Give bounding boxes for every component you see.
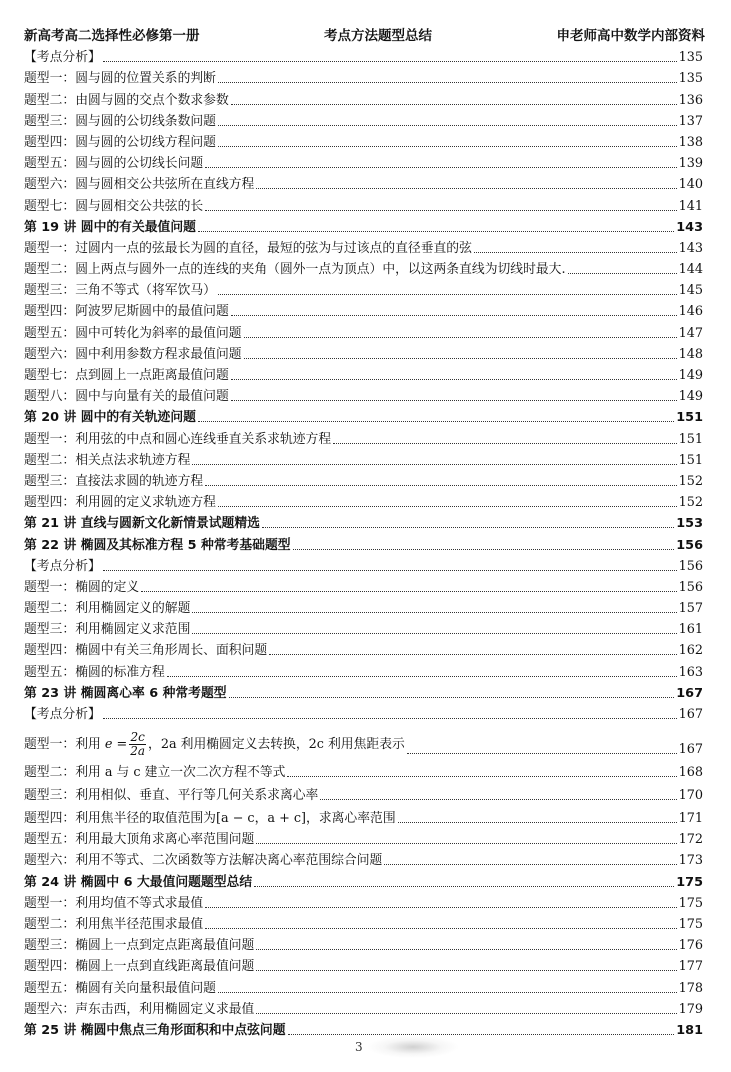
- dot-leader: [141, 590, 676, 592]
- toc-entry[interactable]: [24, 554, 703, 575]
- dot-leader: [256, 187, 676, 189]
- toc-page-number: 152: [678, 473, 703, 489]
- dot-leader: [384, 863, 676, 865]
- dot-leader: [288, 1033, 675, 1035]
- header-right-title: 申老师高中数学内部资料: [556, 28, 705, 44]
- toc-page-number: 175: [678, 916, 703, 932]
- dot-leader: [218, 124, 677, 126]
- toc-entry-title: 题型二：由圆与圆的交点个数求参数: [24, 92, 229, 108]
- header-left-title: 新高考高二选择性必修第一册: [24, 28, 200, 44]
- toc-page-number: 170: [678, 788, 703, 803]
- toc-entry[interactable]: [24, 781, 703, 804]
- toc-page-number: 171: [678, 811, 703, 826]
- page-header: [24, 22, 705, 46]
- toc-page-number: 147: [678, 325, 703, 341]
- toc-entry[interactable]: [24, 575, 703, 596]
- dot-leader: [192, 463, 676, 465]
- dot-leader: [205, 927, 676, 929]
- dot-leader: [293, 548, 675, 550]
- toc-entry-title: 题型四：椭圆中有关三角形周长、面积问题: [24, 643, 268, 659]
- toc-page-number: 167: [676, 685, 703, 701]
- toc-page-number: 141: [678, 198, 703, 214]
- toc-page-number: 172: [678, 832, 703, 848]
- toc-entry[interactable]: [24, 448, 703, 469]
- dot-leader: [218, 145, 677, 147]
- dot-leader: [198, 230, 674, 232]
- table-of-contents: [24, 45, 703, 1039]
- toc-entry[interactable]: [24, 363, 703, 384]
- toc-page-number: 179: [678, 1001, 703, 1017]
- toc-page-number: 167: [678, 707, 703, 722]
- toc-entry[interactable]: [24, 596, 703, 617]
- toc-page-number: 143: [678, 240, 703, 256]
- dot-leader: [320, 798, 676, 800]
- dot-leader: [218, 293, 677, 295]
- toc-entry-title: 题型四：利用焦半径的取值范围为[a − c，a + c]，求离心率范围: [24, 811, 396, 826]
- toc-entry-title: 题型四：阿波罗尼斯圆中的最值问题: [24, 304, 229, 320]
- toc-entry-title: 题型七：点到圆上一点距离最值问题: [24, 368, 229, 383]
- toc-entry-title: 题型二：利用焦半径范围求最值: [24, 916, 204, 932]
- toc-page-number: 151: [678, 431, 703, 447]
- toc-entry-title: 题型三：直接法求圆的轨迹方程: [24, 473, 204, 489]
- toc-page-number: 162: [678, 643, 703, 659]
- dot-leader: [254, 885, 674, 887]
- toc-entry-title: 题型五：利用最大顶角求离心率范围问题: [24, 832, 255, 848]
- formula-fraction: [129, 731, 146, 758]
- toc-entry[interactable]: [24, 659, 703, 680]
- toc-page-number: 149: [678, 368, 703, 383]
- toc-entry-title: 【考点分析】: [24, 50, 101, 66]
- toc-lecture-entry[interactable]: [24, 215, 703, 236]
- toc-page-number: 152: [678, 495, 703, 511]
- scan-smudge: [368, 1036, 458, 1058]
- toc-page-number: 148: [678, 346, 703, 362]
- toc-page-number: 175: [678, 895, 703, 911]
- toc-entry[interactable]: [24, 45, 703, 66]
- toc-page-number: 181: [676, 1022, 703, 1038]
- toc-entry-title: 题型六：圆中利用参数方程求最值问题: [24, 346, 242, 362]
- toc-entry[interactable]: [24, 342, 703, 363]
- toc-entry[interactable]: [24, 66, 703, 87]
- toc-entry[interactable]: [24, 320, 703, 341]
- toc-entry-title: 题型二：利用 a 与 c 建立一次二次方程不等式: [24, 765, 286, 780]
- toc-page-number: 135: [678, 71, 703, 87]
- toc-entry-title: 题型五：椭圆有关向量积最值问题: [24, 980, 216, 996]
- toc-page-number: 138: [678, 134, 703, 150]
- toc-page-number: 146: [678, 304, 703, 320]
- toc-entry[interactable]: [24, 891, 703, 912]
- toc-page-number: 151: [678, 452, 703, 468]
- fraction-numerator: 2c: [130, 730, 145, 744]
- toc-entry[interactable]: [24, 172, 703, 193]
- dot-leader: [256, 842, 676, 844]
- dot-leader: [103, 717, 677, 719]
- toc-entry[interactable]: [24, 130, 703, 151]
- toc-entry-title: 题型七：圆与圆相交公共弦的长: [24, 198, 204, 214]
- toc-entry-title: 题型三：利用相似、垂直、平行等几何关系求离心率: [24, 788, 319, 803]
- toc-entry[interactable]: [24, 617, 703, 638]
- toc-entry-title: 题型六：声东击西，利用椭圆定义求最值: [24, 1001, 255, 1017]
- toc-entry-title: 题型四：利用圆的定义求轨迹方程: [24, 495, 216, 511]
- toc-entry-title: 题型五：圆与圆的公切线长问题: [24, 156, 204, 172]
- toc-lecture-entry[interactable]: [24, 532, 703, 553]
- toc-entry-title: 【考点分析】: [24, 558, 101, 574]
- toc-entry[interactable]: [24, 638, 703, 659]
- toc-page-number: 168: [678, 765, 703, 780]
- dot-leader: [192, 611, 676, 613]
- toc-entry-title: 题型六：圆与圆相交公共弦所在直线方程: [24, 177, 255, 193]
- toc-page-number: 145: [678, 283, 703, 299]
- toc-entry[interactable]: [24, 975, 703, 996]
- toc-entry[interactable]: [24, 954, 703, 975]
- dot-leader: [568, 272, 677, 274]
- toc-entry[interactable]: [24, 827, 703, 848]
- toc-page-number: 139: [678, 156, 703, 172]
- toc-entry-title: 题型四：椭圆上一点到直线距离最值问题: [24, 959, 255, 975]
- toc-page-number: 136: [678, 92, 703, 108]
- dot-leader: [262, 526, 674, 528]
- toc-entry-title: 第 22 讲 椭圆及其标准方程 5 种常考基础题型: [24, 537, 291, 553]
- toc-entry-title: 题型二：圆上两点与圆外一点的连线的夹角（圆外一点为顶点）中，以这两条直线为切线时最大.: [24, 262, 566, 278]
- toc-entry-title: 题型八：圆中与向量有关的最值问题: [24, 389, 229, 405]
- toc-entry-title: 题型三：三角不等式（将军饮马）: [24, 283, 216, 299]
- dot-leader: [231, 399, 677, 401]
- dot-leader: [103, 60, 677, 62]
- toc-entry-title: 题型三：椭圆上一点到定点距离最值问题: [24, 938, 255, 954]
- toc-page-number: 151: [676, 410, 703, 426]
- toc-entry[interactable]: [24, 87, 703, 108]
- toc-page-number: 153: [676, 516, 703, 532]
- toc-entry-title: 题型四：圆与圆的公切线方程问题: [24, 134, 216, 150]
- toc-entry-title: 题型二：相关点法求轨迹方程: [24, 452, 191, 468]
- dot-leader: [256, 1012, 676, 1014]
- toc-page-number: 156: [678, 558, 703, 574]
- toc-entry[interactable]: [24, 278, 703, 299]
- toc-entry[interactable]: [24, 997, 703, 1018]
- toc-entry-title: 题型五：圆中可转化为斜率的最值问题: [24, 325, 242, 341]
- toc-entry[interactable]: [24, 426, 703, 447]
- toc-entry-title-suffix: ，2a 利用椭圆定义去转换，2c 利用焦距表示: [148, 737, 405, 752]
- dot-leader: [103, 569, 677, 571]
- toc-entry-title: 第 25 讲 椭圆中焦点三角形面积和中点弦问题: [24, 1022, 286, 1038]
- toc-entry-title: 题型五：椭圆的标准方程: [24, 664, 165, 680]
- toc-entry-title: 题型六：利用不等式、二次函数等方法解决离心率范围综合问题: [24, 853, 383, 869]
- toc-entry[interactable]: [24, 384, 703, 405]
- toc-page-number: 137: [678, 113, 703, 129]
- dot-leader: [218, 991, 677, 993]
- toc-page-number: 157: [678, 601, 703, 617]
- toc-page-number: 143: [676, 219, 703, 235]
- toc-entry-title: 题型一：圆与圆的位置关系的判断: [24, 71, 216, 87]
- toc-lecture-entry[interactable]: [24, 681, 703, 702]
- toc-entry[interactable]: [24, 933, 703, 954]
- dot-leader: [205, 166, 676, 168]
- toc-page-number: 178: [678, 980, 703, 996]
- toc-lecture-entry[interactable]: [24, 869, 703, 890]
- dot-leader: [256, 969, 676, 971]
- toc-page-number: 156: [676, 537, 703, 553]
- dot-leader: [287, 775, 676, 777]
- dot-leader: [244, 357, 677, 359]
- fraction-denominator: 2a: [130, 744, 146, 758]
- toc-entry-title: 题型一：过圆内一点的弦最长为圆的直径，最短的弦为与过该点的直径垂直的弦: [24, 240, 472, 256]
- toc-entry-title: 第 20 讲 圆中的有关轨迹问题: [24, 410, 196, 426]
- dot-leader: [231, 103, 677, 105]
- toc-page-number: 149: [678, 389, 703, 405]
- toc-entry[interactable]: [24, 151, 703, 172]
- toc-page-number: 140: [678, 177, 703, 193]
- toc-entry-title-prefix: 题型一：利用: [24, 737, 105, 752]
- dot-leader: [229, 696, 675, 698]
- toc-entry[interactable]: [24, 490, 703, 511]
- toc-entry[interactable]: [24, 848, 703, 869]
- toc-entry[interactable]: [24, 702, 703, 723]
- dot-leader: [198, 420, 674, 422]
- toc-entry-title: 第 19 讲 圆中的有关最值问题: [24, 219, 196, 235]
- dot-leader: [256, 948, 676, 950]
- toc-entry[interactable]: [24, 257, 703, 278]
- dot-leader: [205, 484, 676, 486]
- dot-leader: [333, 442, 676, 444]
- dot-leader: [474, 251, 677, 253]
- dot-leader: [407, 752, 677, 754]
- dot-leader: [205, 906, 676, 908]
- toc-entry-title: 第 24 讲 椭圆中 6 大最值问题题型总结: [24, 874, 253, 890]
- toc-page-number: 167: [678, 742, 703, 757]
- toc-page-number: 177: [678, 959, 703, 975]
- dot-leader: [244, 336, 677, 338]
- dot-leader: [218, 81, 677, 83]
- toc-entry-title: 第 21 讲 直线与圆新文化新情景试题精选: [24, 516, 260, 532]
- toc-lecture-entry[interactable]: [24, 405, 703, 426]
- dot-leader: [231, 378, 677, 380]
- dot-leader: [192, 632, 676, 634]
- dot-leader: [231, 314, 677, 316]
- toc-entry[interactable]: [24, 912, 703, 933]
- toc-page-number: 135: [678, 50, 703, 66]
- toc-page-number: 156: [678, 579, 703, 595]
- toc-entry[interactable]: [24, 109, 703, 130]
- toc-page-number: 161: [678, 622, 703, 638]
- dot-leader: [167, 675, 677, 677]
- toc-entry-title: 题型二：利用椭圆定义的解题: [24, 601, 191, 617]
- toc-entry[interactable]: [24, 758, 703, 781]
- dot-leader: [218, 505, 677, 507]
- page-number: 3: [355, 1040, 363, 1054]
- toc-entry-title: 题型三：圆与圆的公切线条数问题: [24, 113, 216, 129]
- formula-lhs: e =: [104, 737, 128, 752]
- toc-entry[interactable]: [24, 469, 703, 490]
- toc-entry-title: 题型一：利用均值不等式求最值: [24, 895, 204, 911]
- toc-entry-title: 题型一：椭圆的定义: [24, 579, 140, 595]
- toc-entry-title: 【考点分析】: [24, 707, 101, 722]
- toc-entry-title: 题型一：利用弦的中点和圆心连线垂直关系求轨迹方程: [24, 431, 332, 447]
- toc-lecture-entry[interactable]: [24, 511, 703, 532]
- dot-leader: [269, 653, 676, 655]
- toc-lecture-entry[interactable]: [24, 1018, 703, 1039]
- toc-entry[interactable]: [24, 723, 703, 758]
- toc-entry[interactable]: [24, 299, 703, 320]
- toc-entry[interactable]: [24, 236, 703, 257]
- header-center-title: 考点方法题型总结: [324, 28, 432, 44]
- toc-page-number: 163: [678, 664, 703, 680]
- toc-entry[interactable]: [24, 193, 703, 214]
- toc-page-number: 144: [678, 262, 703, 278]
- dot-leader: [398, 821, 677, 823]
- toc-entry[interactable]: [24, 804, 703, 827]
- toc-page-number: 175: [676, 874, 703, 890]
- toc-page-number: 176: [678, 938, 703, 954]
- toc-entry-title: [24, 731, 405, 758]
- toc-entry-title: 题型三：利用椭圆定义求范围: [24, 622, 191, 638]
- dot-leader: [205, 209, 676, 211]
- toc-page-number: 173: [678, 853, 703, 869]
- toc-entry-title: 第 23 讲 椭圆离心率 6 种常考题型: [24, 685, 227, 701]
